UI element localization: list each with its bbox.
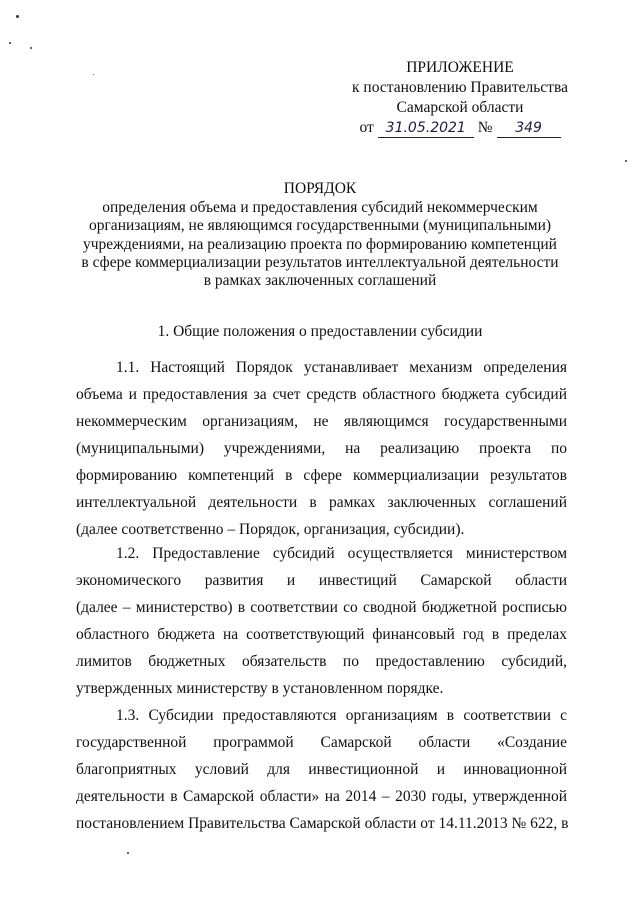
paragraph-line: 1.1. Настоящий Порядок устанавливает механизм определения: [116, 359, 567, 376]
appendix-title: ПРИЛОЖЕНИЕ: [406, 59, 514, 76]
subtitle-line: определения объема и предоставления субсидий некоммерческим: [102, 199, 538, 217]
paragraph-line: деятельности в Самарской области» на 2014 – 2030 годы, утвержденной: [76, 788, 567, 805]
number-label: №: [477, 119, 493, 136]
paragraph-line: лимитов бюджетных обязательств по предоставлению субсидий,: [76, 653, 567, 670]
paragraph-line: интеллектуальной деятельности в рамках заключенных соглашений: [76, 494, 567, 511]
paragraph-line: благоприятных условий для инвестиционной и инновационной: [76, 761, 567, 778]
scan-speck: [625, 160, 627, 162]
paragraph-line: 1.2. Предоставление субсидий осуществляется министерством: [116, 545, 567, 562]
paragraph-line: государственной программой Самарской области «Создание: [76, 734, 567, 751]
scan-speck: [9, 42, 11, 44]
paragraph-line: объема и предоставления за счет средств областного бюджета субсидий: [76, 386, 567, 403]
paragraph-line: постановлением Правительства Самарской области от 14.11.2013 № 622, в: [76, 815, 569, 832]
subtitle-line: в рамках заключенных соглашений: [203, 272, 437, 290]
paragraph-1-1: [76, 354, 567, 543]
paragraph-line: утвержденных министерству в установленном порядке.: [76, 680, 444, 697]
paragraph-1-2: [76, 540, 567, 702]
paragraph-line: 1.3. Субсидии предоставляются организациям в соответствии с: [116, 707, 567, 724]
from-label: от: [359, 119, 374, 136]
section-heading: 1. Общие положения о предоставлении субсидии: [157, 323, 483, 340]
appendix-date-number-line: [345, 118, 575, 138]
paragraph-line: областного бюджета на соответствующий финансовый год в пределах: [76, 626, 567, 643]
scan-speck: [16, 15, 19, 18]
paragraph-line: (далее соответственно – Порядок, организация, субсидии).: [76, 521, 465, 538]
paragraph-line: (муниципальными) учреждениями, на реализацию проекта по: [76, 440, 567, 457]
scan-speck: [30, 47, 32, 49]
subtitle-line: организациям, не являющимся государственными (муниципальными): [88, 217, 552, 235]
appendix-header: [345, 58, 575, 138]
scan-speck: [93, 74, 94, 75]
scan-speck: [127, 852, 129, 854]
subtitle-line: учреждениями, на реализацию проекта по формированию компетенций: [83, 235, 557, 253]
appendix-line-1: к постановлению Правительства: [352, 79, 568, 96]
handwritten-number: 349: [497, 119, 561, 138]
paragraph-line: формированию компетенций в сфере коммерциализации результатов: [76, 467, 567, 484]
paragraph-line: экономического развития и инвестиций Самарской области: [76, 572, 567, 589]
document-title: ПОРЯДОК: [283, 180, 357, 197]
appendix-line-2: Самарской области: [396, 99, 524, 116]
paragraph-line: (далее – министерство) в соответствии со сводной бюджетной росписью: [76, 599, 567, 616]
paragraph-line: некоммерческим организациям, не являющимся государственными: [76, 413, 567, 430]
subtitle-line: в сфере коммерциализации результатов интеллектуальной деятельности: [81, 253, 559, 271]
paragraph-1-3: [76, 702, 567, 837]
handwritten-date: 31.05.2021: [378, 119, 474, 138]
document-title-block: [70, 180, 570, 290]
